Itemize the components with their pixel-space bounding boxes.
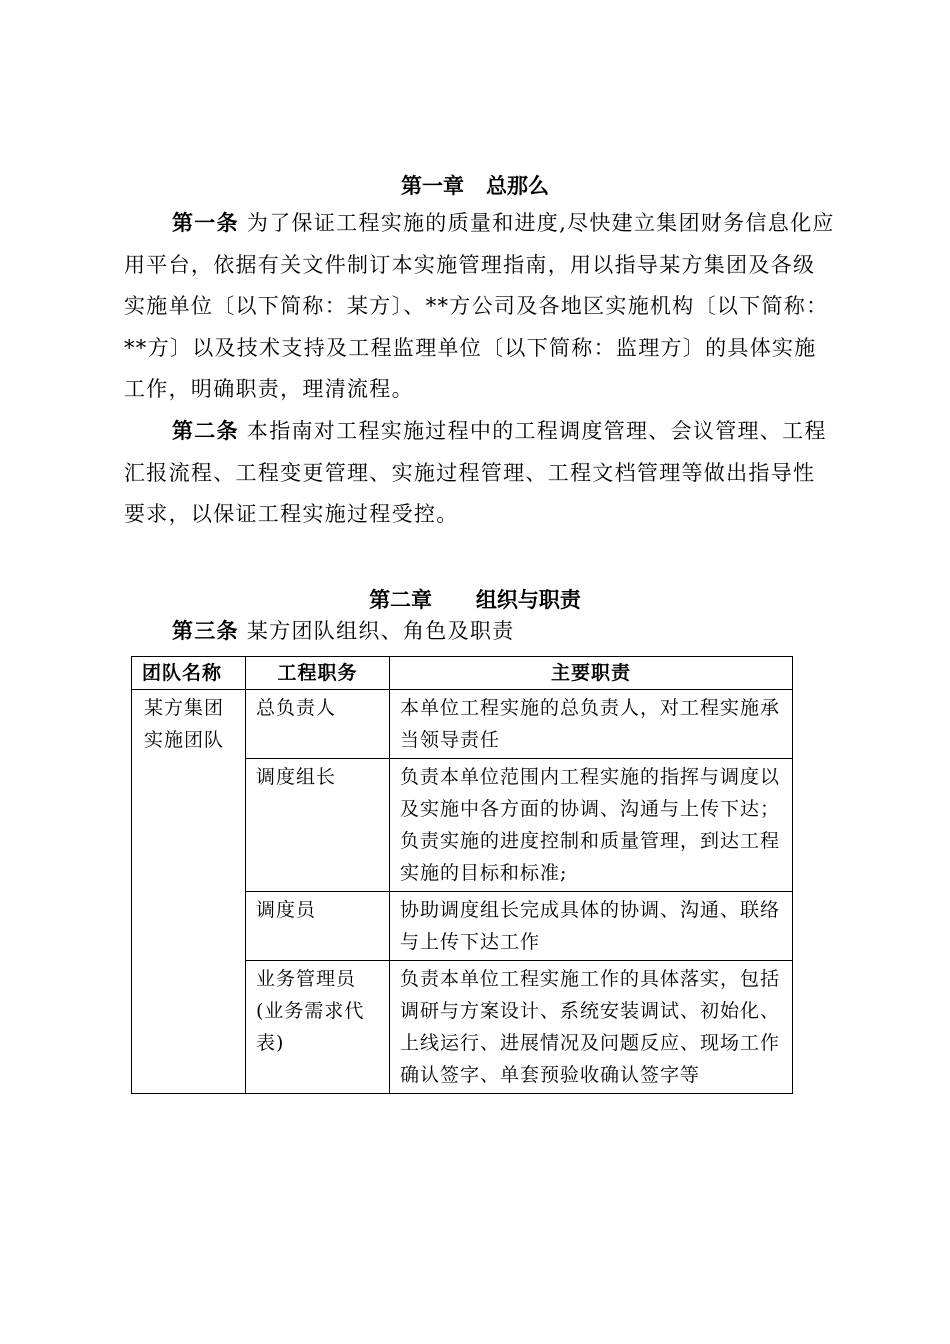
header-team-name: 团队名称 <box>132 657 246 690</box>
table-row <box>132 690 793 759</box>
duty-cell: 负责本单位范围内工程实施的指挥与调度以及实施中各方面的协调、沟通与上传下达；负责实施的进度控制和质量管理，到达工程实施的目标和标准; <box>390 759 793 892</box>
duty-cell: 负责本单位工程实施工作的具体落实，包括调研与方案设计、系统安装调试、初始化、上线运行、进展情况及问题反应、现场工作确认签字、单套预验收确认签字等 <box>390 961 793 1094</box>
article-2-label: 第二条 <box>172 419 239 443</box>
role-cell: 业务管理员(业务需求代表) <box>246 961 390 1094</box>
role-cell: 总负责人 <box>246 690 390 759</box>
header-role: 工程职务 <box>246 657 390 690</box>
table-header-row <box>132 657 793 690</box>
roles-table <box>131 656 793 1094</box>
article-1 <box>124 203 836 411</box>
article-3-label: 第三条 <box>172 619 239 643</box>
chapter-1-title: 第一章 总那么 <box>401 174 549 198</box>
article-3 <box>172 615 515 645</box>
article-1-text: 为了保证工程实施的质量和进度,尽快建立集团财务信息化应用平台，依据有关文件制订本实施管理指南，用以指导某方集团及各级实施单位〔以下简称：某方〕、**方公司及各地区实施机构〔以下简称：**方〕以及技术支持及工程监理单位〔以下简称：监理方〕的具体实施工作，明确职责，理清流程。 <box>124 211 835 401</box>
role-cell: 调度组长 <box>246 759 390 892</box>
article-2 <box>124 411 836 536</box>
duty-cell: 协助调度组长完成具体的协调、沟通、联络与上传下达工作 <box>390 892 793 961</box>
duty-cell: 本单位工程实施的总负责人，对工程实施承当领导责任 <box>390 690 793 759</box>
team-name-cell: 某方集团实施团队 <box>132 690 246 1094</box>
chapter-2-title: 第二章 组织与职责 <box>369 588 581 612</box>
article-2-text: 本指南对工程实施过程中的工程调度管理、会议管理、工程汇报流程、工程变更管理、实施过程管理、工程文档管理等做出指导性要求，以保证工程实施过程受控。 <box>124 419 827 526</box>
role-cell: 调度员 <box>246 892 390 961</box>
article-3-text: 某方团队组织、角色及职责 <box>246 619 515 643</box>
article-1-label: 第一条 <box>172 211 239 235</box>
header-duty: 主要职责 <box>390 657 793 690</box>
